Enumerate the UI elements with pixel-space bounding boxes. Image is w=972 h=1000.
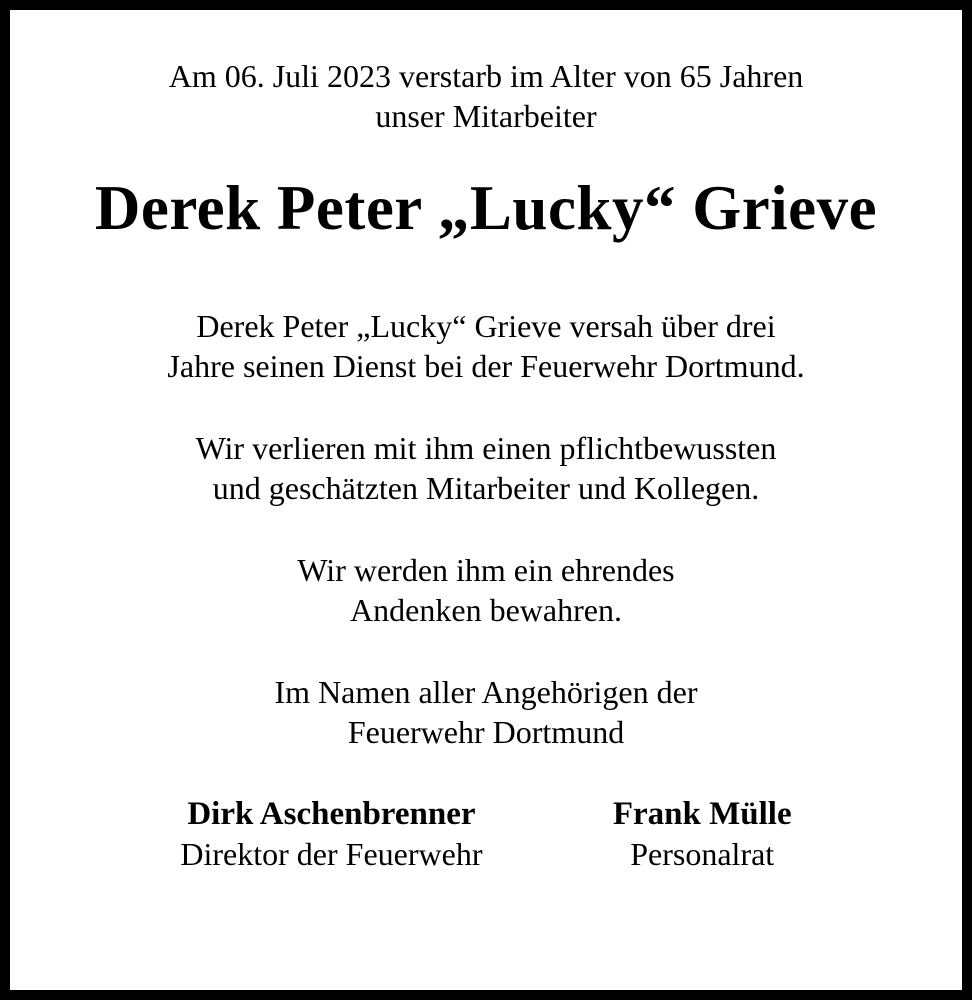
paragraph-remembrance-line-2: Andenken bewahren. — [350, 592, 622, 628]
signature-director — [180, 794, 482, 874]
paragraph-remembrance-line-1: Wir werden ihm ein ehrendes — [297, 552, 675, 588]
paragraph-remembrance — [10, 550, 962, 630]
paragraph-service-line-1: Derek Peter „Lucky“ Grieve versah über drei — [196, 308, 776, 344]
paragraph-loss-line-2: und geschätzten Mitarbeiter und Kollegen. — [212, 470, 760, 506]
signature-director-name: Dirk Aschenbrenner — [187, 796, 476, 832]
deceased-name: Derek Peter „Lucky“ Grieve — [94, 173, 878, 243]
intro-line-1: Am 06. Juli 2023 verstarb im Alter von 65 Jahren — [168, 58, 804, 94]
intro-text — [10, 56, 962, 136]
paragraph-service-line-2: Jahre seinen Dienst bei der Feuerwehr Dortmund. — [167, 348, 805, 384]
paragraph-loss-line-1: Wir verlieren mit ihm einen pflichtbewussten — [195, 430, 777, 466]
signature-personnel-council — [613, 794, 792, 874]
signatures — [10, 794, 962, 874]
signature-personnel-council-name: Frank Mülle — [612, 796, 792, 832]
paragraph-loss — [10, 428, 962, 508]
paragraph-on-behalf-line-1: Im Namen aller Angehörigen der — [274, 674, 698, 710]
intro-line-2: unser Mitarbeiter — [375, 98, 597, 134]
signature-personnel-council-title: Personalrat — [630, 836, 775, 872]
signature-director-title: Direktor der Feuerwehr — [180, 836, 483, 872]
paragraph-on-behalf-line-2: Feuerwehr Dortmund — [347, 714, 625, 750]
obituary-body — [10, 306, 962, 752]
paragraph-service — [10, 306, 962, 386]
paragraph-on-behalf — [10, 672, 962, 752]
